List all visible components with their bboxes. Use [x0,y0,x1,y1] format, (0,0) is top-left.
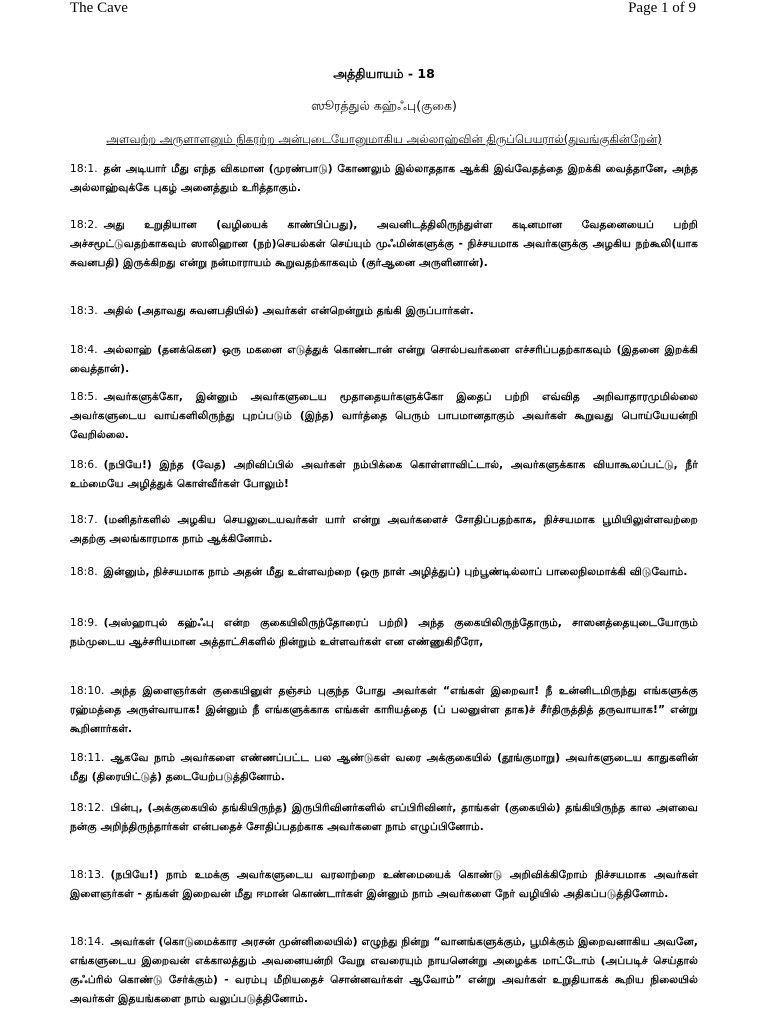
verse-text: அந்த இளைஞர்கள் குகையினுள் தஞ்சம் புகுந்த போது அவர்கள் “எங்கள் இறைவா! நீ உன்னிடமிருந்து எங்களுக்கு ரஹ்மத்தை அருள்வாயாக! இன்னும் நீ எங்களுக்காக எங்கள் காரியத்தை (ப் பலனுள்ள தாக)ச் சீர்திருத்தித் தருவாயாக!” என்று கூறினார்கள். [70,685,698,735]
verse-text: பின்பு, (அக்குகையில் தங்கியிருந்த) இருபிரிவினர்களில் எப்பிரிவினர், தாங்கள் (குகையில்) தங்கியிருந்த கால அளவை நன்கு அறிந்திருந்தார்கள் என்பதைச் சோதிப்பதற்காக அவர்களை நாம் எழுப்பினோம். [70,802,698,833]
verse-text: (நபியே!) நாம் உமக்கு அவர்களுடைய வரலாற்றை உண்மையைக் கொண்டு அறிவிக்கிறோம் நிச்சயமாக அவர்கள் இளைஞர்கள் - தங்கள் இறைவன் மீது ஈமான் கொண்டார்கள் இன்னும் நாம் அவர்களை நேர் வழியில் அதிகப்படுத்தினோம். [70,869,698,900]
verse-text: ஆகவே நாம் அவர்களை எண்ணப்பட்ட பல ஆண்டுகள் வரை அக்குகையில் (தூங்குமாறு) அவர்களுடைய காதுகளின் மீது (திரையிட்டுத்) தடையேற்படுத்தினோம். [70,752,698,783]
verse-18-5 [70,388,698,445]
verse-text: அல்லாஹ் (தனக்கென) ஒரு மகனை எடுத்துக் கொண்டான் என்று சொல்பவர்களை எச்சரிப்பதற்காகவும் (இதனை இறக்கி வைத்தான்). [70,344,698,375]
verse-number: 18:7. [70,514,98,526]
verse-number: 18:8. [70,566,98,578]
verse-text: இன்னும், நிச்சயமாக நாம் அதன் மீது உள்ளவற்றை (ஒரு நாள் அழித்துப்) புற்பூண்டில்லாப் பாலைநிலமாக்கி விடுவோம். [103,566,688,578]
verse-18-14 [70,933,698,1009]
verse-text: தன் அடியார் மீது எந்த விகமான (முரண்பாடு) கோணலும் இல்லாததாக ஆக்கி இவ்வேதத்தை இறக்கி வைத்தானே, அந்த அல்லாஹ்வுக்கே புகழ் அனைத்தும் உரித்தாகும். [70,163,698,194]
verse-18-6 [70,456,698,494]
verse-number: 18:13. [70,869,105,881]
verse-18-1 [70,160,698,198]
verse-18-8 [70,563,698,582]
verse-number: 18:4. [70,344,98,356]
verse-text: அதில் (அதாவது சுவனபதியில்) அவர்கள் என்றென்றும் தங்கி இருப்பார்கள். [103,305,474,317]
verse-number: 18:12. [70,802,105,814]
verse-number: 18:10. [70,685,105,697]
verse-18-7 [70,511,698,549]
verse-number: 18:6. [70,459,98,471]
verse-number: 18:3. [70,305,98,317]
verse-18-10 [70,682,698,739]
chapter-heading: அத்தியாயம் - 18 [333,66,435,81]
verse-text: அது உறுதியான (வழியைக் காண்பிப்பது), அவனிடத்திலிருந்துள்ள கடினமான வேதனையைப் பற்றி அச்சமூட்டுவதற்காகவும் ஸாலிஹான (நற்)செயல்கள் செய்யும் முஃமின்களுக்கு - நிச்சயமாக அவர்களுக்கு அழகிய நற்கூலி(யாக சுவனபதி) இருக்கிறது என்று நன்மாராயம் கூறுவதற்காகவும் (குர்ஆனை அருளினான்). [70,219,698,269]
verse-number: 18:14. [70,936,105,948]
verse-18-12 [70,799,698,837]
verse-text: அவர்களுக்கோ, இன்னும் அவர்களுடைய மூதாதையர்களுக்கோ இதைப் பற்றி எவ்வித அறிவாதாரமுமில்லை அவர்களுடைய வாய்களிலிருந்து புறப்படும் (இந்த) வார்த்தை பெரும் பாபமானதாகும் அவர்கள் கூறுவது பொய்யேயன்றி வேறில்லை. [70,391,698,441]
verse-text: (மனிதர்களில் அழகிய செயலுடையவர்கள் யார் என்று அவர்களைச் சோதிப்பதற்காக, நிச்சயமாக பூமியிலுள்ளவற்றை அதற்கு அலங்காரமாக நாம் ஆக்கினோம். [70,514,698,545]
verse-text: அவர்கள் (கொடுமைக்கார அரசன் முன்னிலையில்) எழுந்து நின்று “வானங்களுக்கும், பூமிக்கும் இறைவனாகிய அவனே, எங்களுடைய இறைவன் எக்காலத்தும் அவனையன்றி வேறு எவரையும் நாயனென்று அழைக்க மாட்டோம் (அப்படிச் செய்தால் குஃப்ரில் கொண்டு சேர்க்கும்) - வரம்பு மீறியதைச் சொன்னவர்கள் ஆவோம்” என்று அவர்கள் உறுதியாகக் கூறிய நிலையில் அவர்கள் இதயங்களை நாம் வலுப்படுத்தினோம். [70,936,698,1005]
verse-18-3 [70,302,698,321]
verse-18-13 [70,866,698,904]
header-page-number: Page 1 of 9 [628,0,696,16]
basmala-line [0,132,768,148]
verse-number: 18:11. [70,752,105,764]
surah-title: ஸூரத்துல் கஹ்ஃபு(குகை) [311,98,457,113]
verse-18-11 [70,749,698,787]
verse-text: (அஸ்ஹாபுல் கஹ்ஃபு என்ற குகையிலிருந்தோரைப் பற்றி) அந்த குகையிலிருந்தோரும், சாஸனத்தையுடையோரும் நம்முடைய ஆச்சரியமான அத்தாட்சிகளில் நின்றும் உள்ளவர்கள் என எண்ணுகிறீரோ, [70,617,698,648]
verse-text: (நபியே!) இந்த (வேத) அறிவிப்பில் அவர்கள் நம்பிக்கை கொள்ளாவிட்டால், அவர்களுக்காக வியாகூலப்பட்டு, நீர் உம்மையே அழித்துக் கொள்வீர்கள் போலும்! [70,459,698,490]
verse-number: 18:1. [70,163,98,175]
verse-18-4 [70,341,698,379]
verse-number: 18:9. [70,617,98,629]
basmala-text: அளவற்ற அருளாளனும் நிகரற்ற அன்புடையோனுமாகிய அல்லாஹ்வின் திருப்பெயரால்(துவங்குகின்றேன்) [106,132,662,146]
verse-18-9 [70,614,698,652]
header-document-title: The Cave [70,0,128,16]
verse-number: 18:2. [70,219,98,231]
verse-18-2 [70,216,698,273]
verse-number: 18:5. [70,391,98,403]
